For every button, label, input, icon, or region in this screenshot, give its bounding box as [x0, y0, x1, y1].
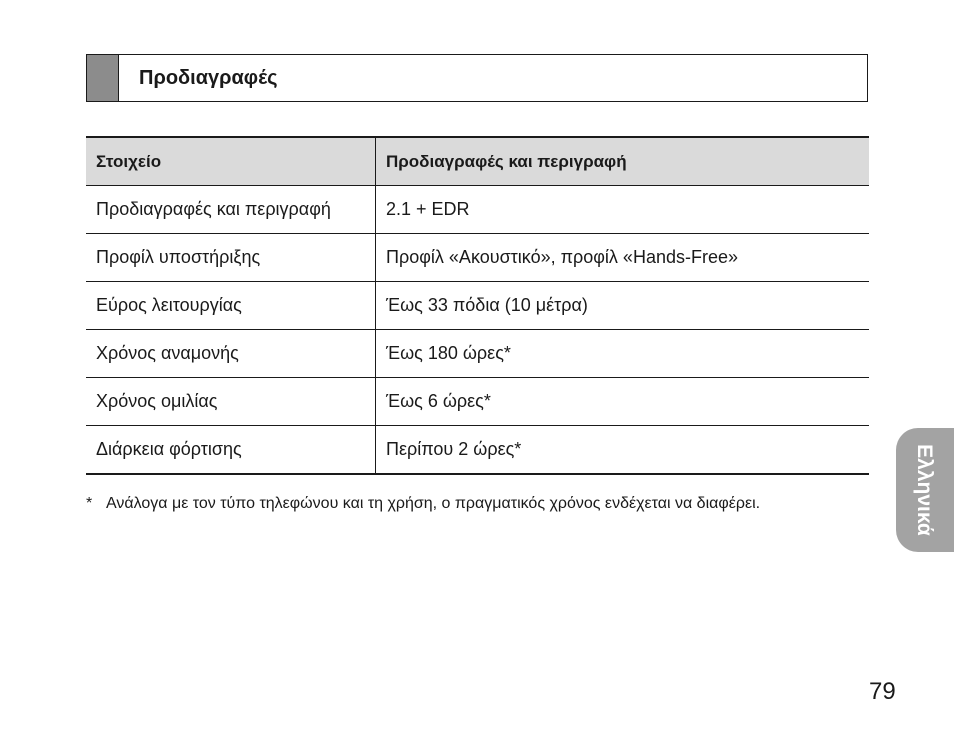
table-row — [86, 330, 869, 378]
footnote — [86, 493, 826, 515]
table-cell-item: Διάρκεια φόρτισης — [86, 426, 376, 475]
table-row — [86, 282, 869, 330]
table-cell-value: Προφίλ «Ακουστικό», προφίλ «Hands-Free» — [376, 234, 870, 282]
footnote-marker: * — [86, 495, 93, 512]
table-cell-value: Περίπου 2 ώρες* — [376, 426, 870, 475]
footnote-text: Ανάλογα με τον τύπο τηλεφώνου και τη χρήση, ο πραγματικός χρόνος ενδέχεται να διαφέρει. — [106, 495, 761, 512]
section-marker — [87, 55, 119, 101]
table-header-row — [86, 137, 869, 186]
table-cell-item: Εύρος λειτουργίας — [86, 282, 376, 330]
specifications-table — [86, 136, 869, 475]
language-tab-label: Ελληνικά — [913, 444, 937, 536]
table-row — [86, 378, 869, 426]
column-header-specification: Προδιαγραφές και περιγραφή — [376, 137, 870, 186]
table-row — [86, 426, 869, 475]
table-cell-item: Χρόνος αναμονής — [86, 330, 376, 378]
language-tab — [896, 428, 954, 552]
table-cell-value: 2.1 + EDR — [376, 186, 870, 234]
table-cell-item: Προφίλ υποστήριξης — [86, 234, 376, 282]
section-title: Προδιαγραφές — [139, 66, 278, 89]
table-cell-item: Προδιαγραφές και περιγραφή — [86, 186, 376, 234]
table-cell-value: Έως 6 ώρες* — [376, 378, 870, 426]
table-row — [86, 186, 869, 234]
page-number: 79 — [869, 678, 896, 705]
table-row — [86, 234, 869, 282]
column-header-item: Στοιχείο — [86, 137, 376, 186]
section-header — [86, 54, 868, 102]
table-cell-item: Χρόνος ομιλίας — [86, 378, 376, 426]
table-cell-value: Έως 180 ώρες* — [376, 330, 870, 378]
table-cell-value: Έως 33 πόδια (10 μέτρα) — [376, 282, 870, 330]
